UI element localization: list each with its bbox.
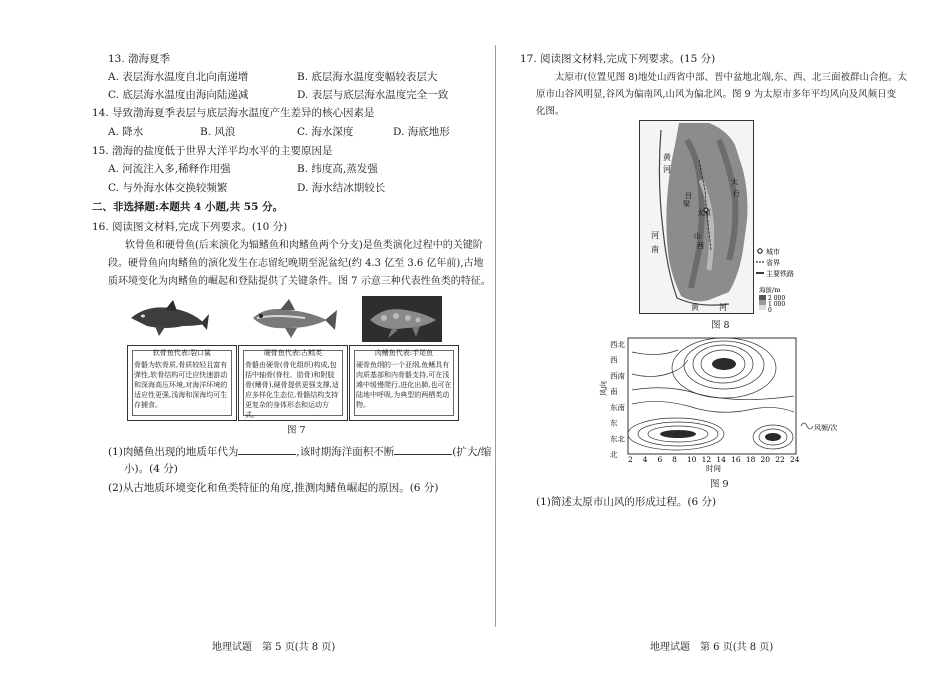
legend-city-icon <box>758 249 762 253</box>
q17-sub1: (1)简述太原市山风的形成过程。(6 分) <box>536 496 717 508</box>
q13-option-d: D. 表层与底层海水温度完全一致 <box>297 89 449 101</box>
fig9-ytick-label: 西南 <box>610 371 625 381</box>
q14-option-d: D. 海底地形 <box>393 126 450 138</box>
fig9-xtick-label: 12 <box>701 455 712 464</box>
legend-elev-2000: 2 000 <box>768 295 786 302</box>
q13-stem: 13. 渤海夏季 <box>108 53 171 65</box>
legend-railway-label: 主要铁路 <box>766 270 794 278</box>
map-label-hang: 行 <box>733 190 740 198</box>
fig9-xtick-label: 10 <box>686 455 697 464</box>
fig9-xtick-label: 6 <box>657 455 663 464</box>
chondrichthyes-info-box <box>127 345 237 421</box>
map-label-taiyuan: 太原 <box>697 209 711 217</box>
q14-option-a: A. 降水 <box>108 126 144 138</box>
q13-option-b: B. 底层海水温度变幅较表层大 <box>297 71 438 83</box>
figure-8-shanxi-map <box>639 120 809 315</box>
answer-blank-era[interactable] <box>238 444 296 455</box>
chondrichthyes-fish-image <box>125 296 210 342</box>
fig9-xtick-label: 8 <box>672 455 677 464</box>
q17-paragraph-line3: 化图。 <box>536 106 565 117</box>
section-heading: 二、非选择题:本题共 4 小题,共 55 分。 <box>92 201 284 213</box>
legend-city-label: 城市 <box>766 248 780 256</box>
fig9-ytick-label: 东南 <box>610 402 625 412</box>
q15-option-c: C. 与外海水体交换较频繁 <box>108 182 228 194</box>
map-label-lv: 吕 <box>685 192 692 200</box>
right-page-footer: 地理试题 第 6 页(共 8 页) <box>650 642 774 653</box>
osteichthyes-info-box <box>238 345 348 421</box>
fig9-ytick-label: 西北 <box>610 340 625 349</box>
q15-option-d: D. 海水结冰期较长 <box>297 182 386 194</box>
map-label-huang: 黄 <box>691 303 699 312</box>
q16-stem: 16. 阅读图文材料,完成下列要求。(10 分) <box>92 221 288 233</box>
legend-border-label: 省界 <box>766 259 780 267</box>
fig9-xtick-label: 16 <box>731 455 741 464</box>
map-label-xi: 西 <box>697 242 704 250</box>
q16-sub2: (2)从古地质环境变化和鱼类特征的角度,推测肉鳍鱼崛起的原因。(6 分) <box>108 482 439 494</box>
sarcopterygii-fish-image <box>362 296 442 342</box>
box1-title: 软骨鱼代表:裂口鲨 <box>152 349 212 357</box>
fig9-legend-label: 风频/次 <box>814 424 838 432</box>
q14-stem: 14. 导致渤海夏季表层与底层海水温度产生差异的核心因素是 <box>92 107 375 119</box>
map-label-he: 河 <box>651 231 659 240</box>
fig9-xtick-label: 14 <box>716 455 726 464</box>
q13-option-a: A. 表层海水温度自北向南递增 <box>108 71 249 83</box>
fig9-xtick-label: 2 <box>628 455 633 464</box>
legend-elev-0: 0 <box>768 307 772 314</box>
box2-title: 硬骨鱼代表:古鳕类 <box>263 349 323 357</box>
fig9-xtick-label: 4 <box>642 455 648 464</box>
box3-body: 硬骨鱼纲的一个亚纲,鱼鳍具有肉质基部和内骨骼支持,可在浅滩中缓慢爬行,进化出肺,也可在陆地中呼吸,为典型的两栖类动物。 <box>356 361 452 409</box>
q13-option-c: C. 底层海水温度由海向陆递减 <box>108 89 249 101</box>
q17-paragraph-line2: 原市山谷风明显,谷风为偏南风,山风为偏北风。图 9 为太原市多年平均风向及风频日变 <box>536 89 897 100</box>
legend-elev-1000: 1 000 <box>768 301 786 308</box>
q15-stem: 15. 渤海的盐度低于世界大洋平均水平的主要原因是 <box>92 145 333 157</box>
map-label-he2: 河 <box>719 303 727 312</box>
map-label-yellow: 黄 <box>663 153 671 162</box>
box3-title: 肉鳍鱼代表:手尾鱼 <box>374 349 434 357</box>
map-label-shan: 山 <box>694 232 701 240</box>
fig9-ytick-label: 东北 <box>610 434 625 444</box>
figure-9-wind-contour <box>598 334 838 476</box>
q16-paragraph-line1: 软骨鱼和硬骨鱼(后来演化为辐鳍鱼和肉鳍鱼两个分支)是鱼类演化过程中的关键阶 <box>125 240 483 251</box>
q16-paragraph-line2: 段。硬骨鱼向肉鳍鱼的演化发生在志留纪晚期至泥盆纪(约 4.3 亿至 3.6 亿年前),古地 <box>108 258 484 269</box>
fig9-xtick-label: 22 <box>775 455 785 464</box>
fig9-ytick-label: 西 <box>610 355 618 365</box>
q15-option-a: A. 河流注入多,稀释作用强 <box>108 163 231 175</box>
sarcopterygii-info-box <box>349 345 459 421</box>
answer-blank-trend[interactable] <box>394 444 452 455</box>
osteichthyes-fish-image <box>245 296 340 342</box>
map-label-tai: 太 <box>731 178 738 186</box>
q16-sub1-line2: 小)。(4 分) <box>124 463 178 475</box>
q14-option-c: C. 海水深度 <box>297 126 354 138</box>
legend-elevation-title: 海拔/m <box>759 286 781 294</box>
fig9-xtick-label: 18 <box>745 455 756 464</box>
fig9-legend-icon <box>801 423 813 429</box>
fig9-xtick-label: 24 <box>790 455 800 464</box>
fig9-ytick-label: 南 <box>610 387 618 397</box>
q17-stem: 17. 阅读图文材料,完成下列要求。(15 分) <box>520 53 716 65</box>
page-divider <box>495 45 496 627</box>
box2-body: 骨骼由硬骨(骨化组织)构成,包括中轴骨(脊柱、肋骨)和附肢骨(鳍骨),硬骨提供更强支撑,适应多样化生态位,骨骼结构支持更复杂的身体形态和运动方式。 <box>245 361 339 419</box>
q17-paragraph-line1: 太原市(位置见图 8)地处山西省中部、晋中盆地北端,东、西、北三面被群山合抱。太 <box>555 72 907 83</box>
fig9-xlabel: 时间 <box>706 464 721 473</box>
box1-body: 骨骼为软骨质,骨质较轻且富有弹性,软骨结构可迁应快速游动和深海高压环境,对海洋环境的适应性更强,浅海和深海均可生存捕食。 <box>134 361 228 409</box>
fig9-ytick-label: 北 <box>610 450 618 459</box>
fig9-xtick-label: 20 <box>760 455 771 464</box>
map-label-liang: 梁 <box>683 200 690 208</box>
q16-sub1-line1: (1)肉鳍鱼出现的地质年代为 ,该时期海洋面积不断 (扩大/缩 <box>108 446 492 458</box>
q16-paragraph-line3: 质环境变化为肉鳍鱼的崛起和登陆提供了关键条件。图 7 示意三种代表性鱼类的特征。 <box>108 276 491 287</box>
q14-option-b: B. 风浪 <box>200 126 236 138</box>
figure-8-caption: 图 8 <box>711 320 730 331</box>
fig9-ylabel: 风向 <box>599 381 608 396</box>
left-page-footer: 地理试题 第 5 页(共 8 页) <box>212 642 336 653</box>
q15-option-b: B. 纬度高,蒸发强 <box>297 163 378 175</box>
map-label-nan: 南 <box>651 245 659 254</box>
figure-9-caption: 图 9 <box>710 479 729 490</box>
fig9-ytick-label: 东 <box>610 418 618 428</box>
map-label-river: 河 <box>663 165 671 174</box>
figure-7-caption: 图 7 <box>287 425 306 436</box>
